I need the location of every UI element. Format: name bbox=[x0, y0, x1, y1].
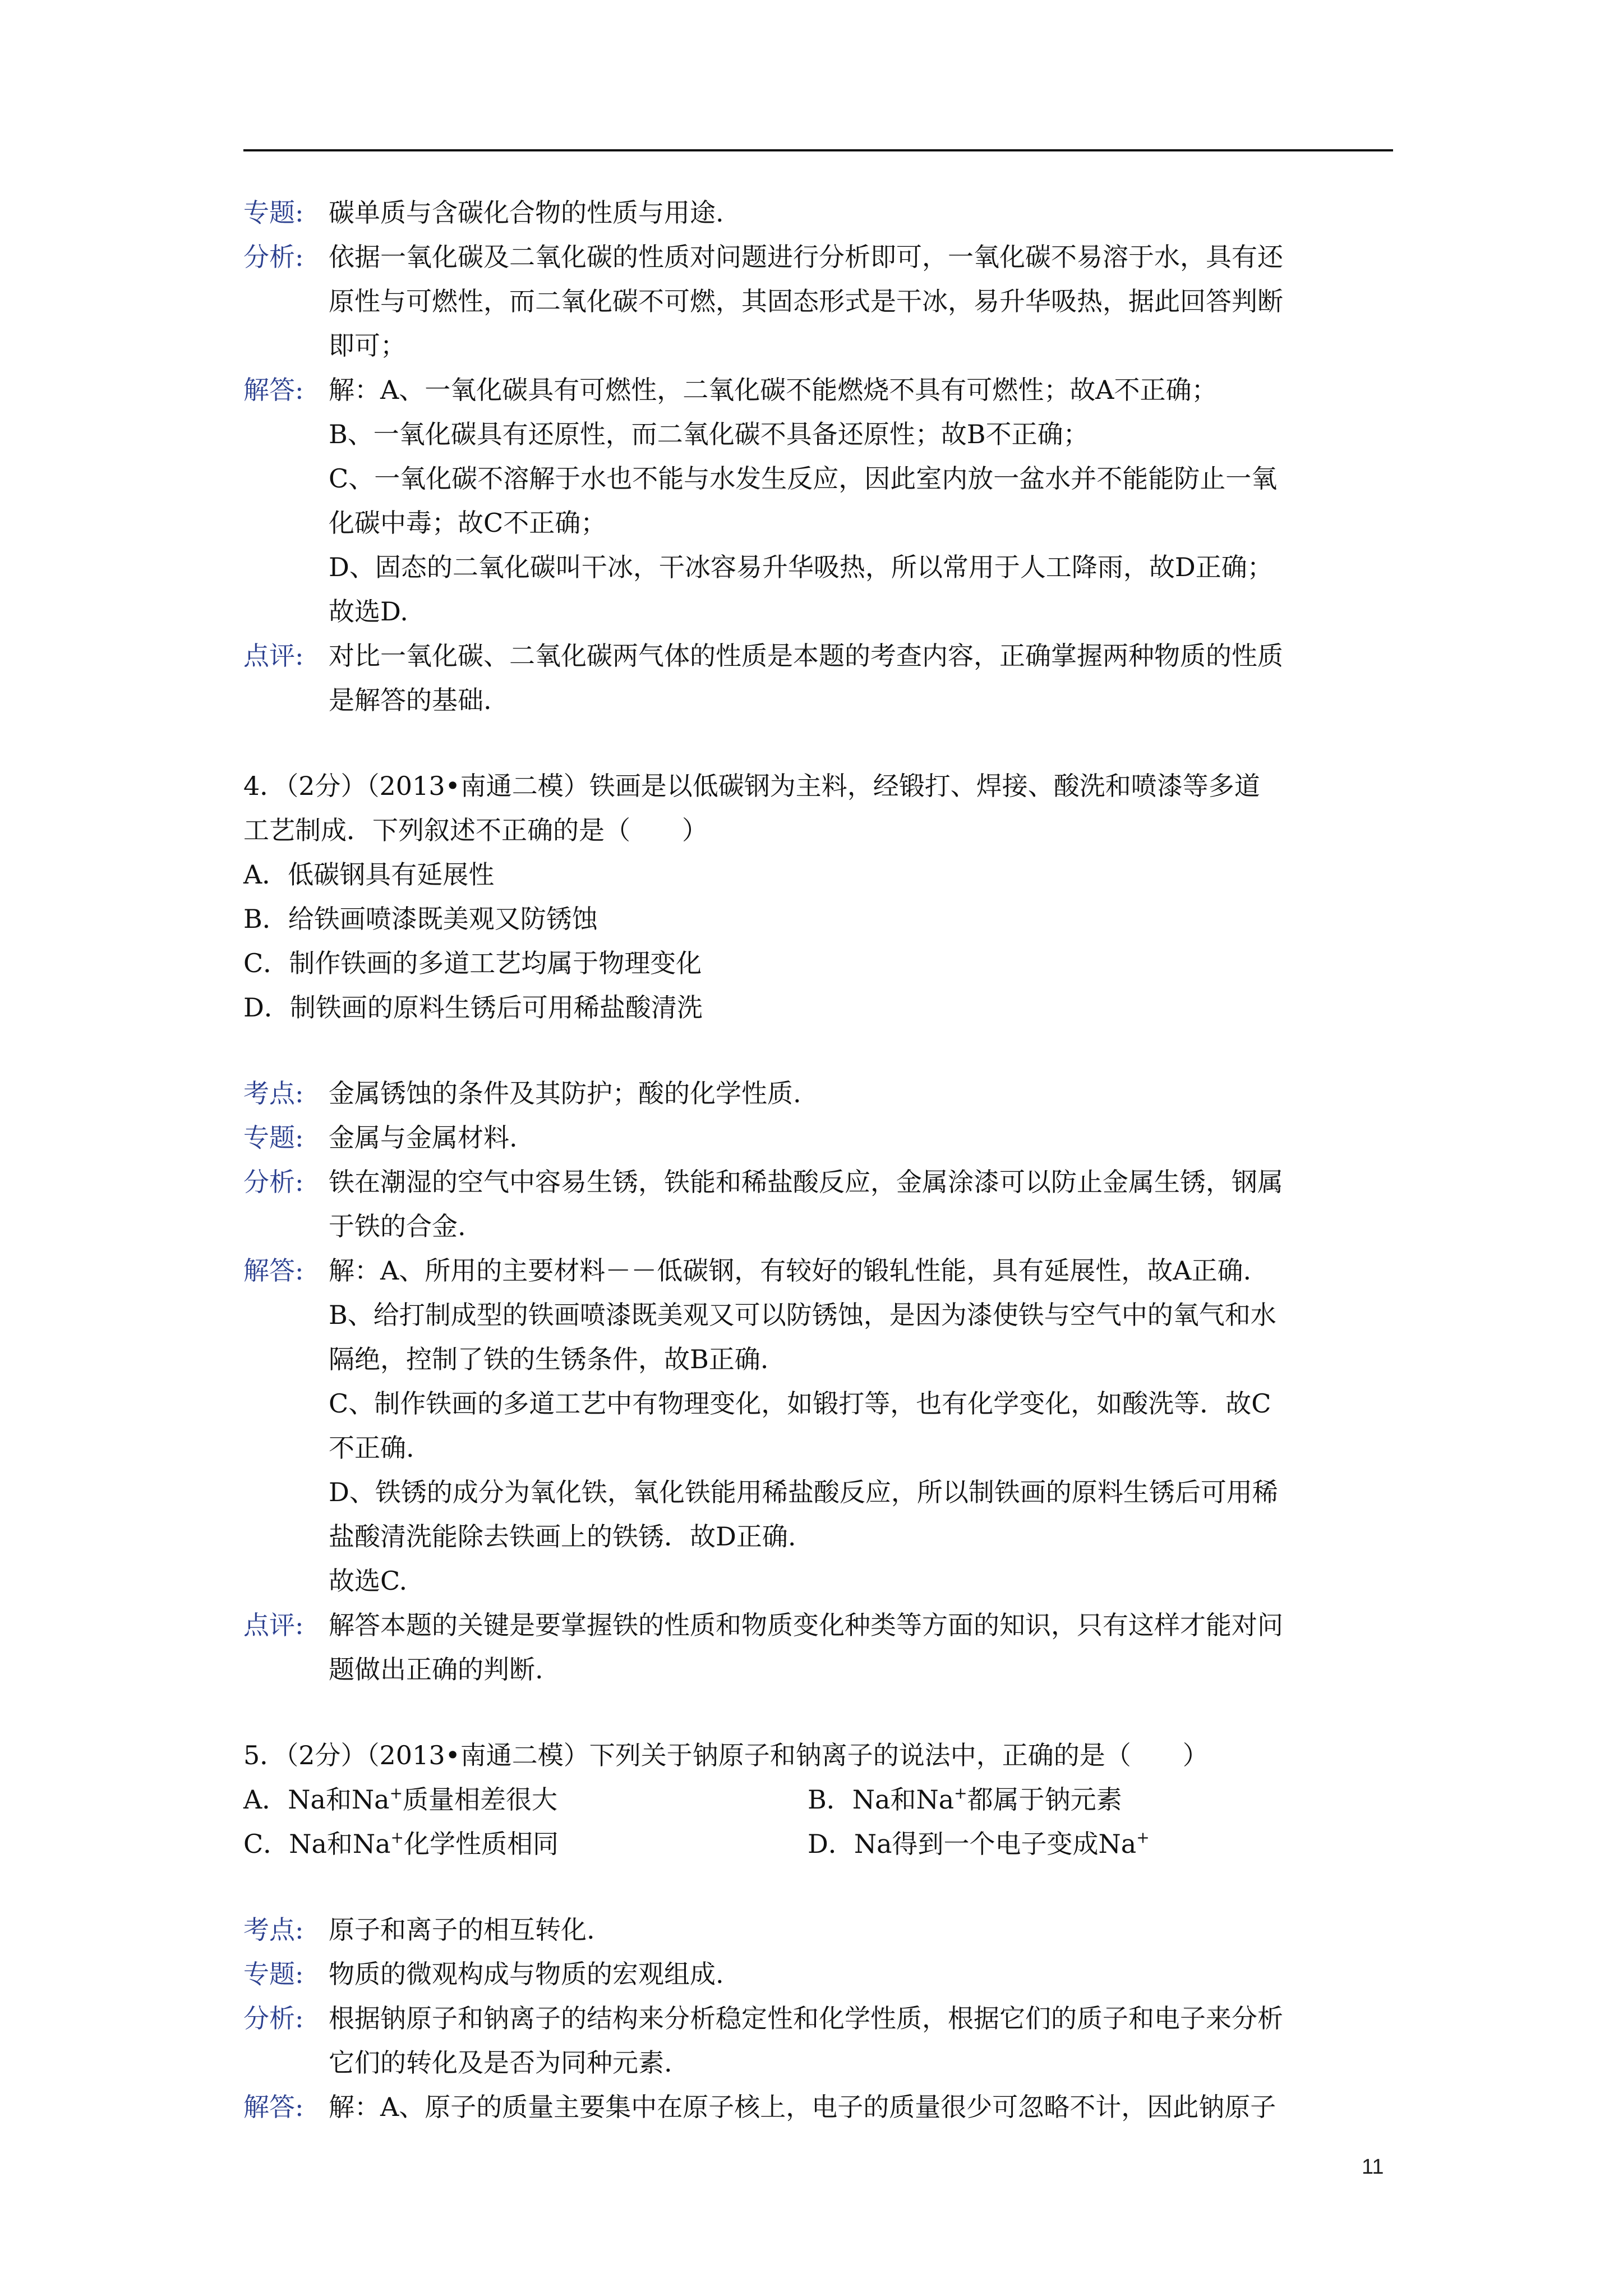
dianping-line: 是解答的基础. bbox=[329, 685, 492, 715]
zhuanti-label: 专题: bbox=[243, 1959, 304, 1989]
q4-option-c: C．制作铁画的多道工艺均属于物理变化 bbox=[243, 948, 702, 978]
fenxi-label: 分析: bbox=[243, 1167, 304, 1197]
kaodian-label: 考点: bbox=[243, 1915, 304, 1945]
question-5 bbox=[243, 1733, 1410, 1866]
q3-fenxi bbox=[243, 235, 1410, 368]
q4-stem-line: 工艺制成．下列叙述不正确的是（ ） bbox=[243, 815, 708, 845]
q4-solution bbox=[243, 1071, 1410, 1692]
fenxi-line: 即可； bbox=[329, 330, 406, 361]
q5-jieda bbox=[243, 2085, 1410, 2129]
q4-fenxi bbox=[243, 1160, 1410, 1249]
q3-jieda-continued bbox=[243, 412, 1410, 634]
q4-option-a: A．低碳钢具有延展性 bbox=[243, 859, 495, 890]
header-rule bbox=[243, 149, 1393, 151]
kaodian-text: 金属锈蚀的条件及其防护；酸的化学性质. bbox=[329, 1078, 801, 1108]
plus-superscript: + bbox=[390, 1828, 404, 1847]
q3-dianping bbox=[243, 634, 1410, 723]
dianping-line: 题做出正确的判断. bbox=[329, 1654, 543, 1685]
q5-option-c: C．Na和Na+化学性质相同 bbox=[243, 1828, 559, 1859]
q5-zhuanti bbox=[243, 1952, 1410, 1996]
q5-option-b: B．Na和Na+都属于钠元素 bbox=[808, 1784, 1122, 1815]
kaodian-text: 原子和离子的相互转化. bbox=[329, 1915, 595, 1945]
jieda-line: B、给打制成型的铁画喷漆既美观又可以防锈蚀，是因为漆使铁与空气中的氧气和水 bbox=[329, 1300, 1276, 1330]
jieda-line: 不正确. bbox=[329, 1433, 414, 1463]
q4-kaodian bbox=[243, 1071, 1410, 1116]
jieda-line: 化碳中毒；故C不正确； bbox=[329, 508, 607, 538]
q5-solution bbox=[243, 1908, 1410, 2129]
fenxi-label: 分析: bbox=[243, 242, 304, 272]
zhuanti-label: 专题: bbox=[243, 197, 304, 228]
q5-option-d: D．Na得到一个电子变成Na+ bbox=[808, 1828, 1150, 1859]
jieda-line: C、制作铁画的多道工艺中有物理变化，如锻打等，也有化学变化，如酸洗等．故C bbox=[329, 1388, 1271, 1419]
question-4 bbox=[243, 764, 1410, 1030]
jieda-line: 解：A、所用的主要材料－－低碳钢，有较好的锻轧性能，具有延展性，故A正确. bbox=[329, 1255, 1252, 1286]
fenxi-line: 根据钠原子和钠离子的结构来分析稳定性和化学性质，根据它们的质子和电子来分析 bbox=[329, 2003, 1283, 2033]
fenxi-line: 它们的转化及是否为同种元素. bbox=[329, 2047, 672, 2078]
jieda-label: 解答: bbox=[243, 2092, 304, 2122]
q3-solution bbox=[243, 191, 1410, 723]
plus-superscript: + bbox=[954, 1784, 967, 1802]
jieda-line: C、一氧化碳不溶解于水也不能与水发生反应，因此室内放一盆水并不能能防止一氧 bbox=[329, 463, 1278, 494]
jieda-line: D、固态的二氧化碳叫干冰，干冰容易升华吸热，所以常用于人工降雨，故D正确； bbox=[329, 552, 1273, 582]
zhuanti-text: 金属与金属材料. bbox=[329, 1122, 518, 1153]
plus-superscript: + bbox=[1136, 1828, 1150, 1847]
jieda-line: 解：A、一氧化碳具有可燃性，二氧化碳不能燃烧不具有可燃性；故A不正确； bbox=[329, 375, 1218, 405]
q5-options bbox=[243, 1778, 1410, 1866]
page-number: 11 bbox=[1362, 2155, 1384, 2179]
q5-stem: 5．（2分）（2013•南通二模）下列关于钠原子和钠离子的说法中，正确的是（ ） bbox=[243, 1740, 1209, 1770]
q4-jieda bbox=[243, 1249, 1410, 1293]
q4-option-d: D．制铁画的原料生锈后可用稀盐酸清洗 bbox=[243, 992, 703, 1023]
dianping-line: 解答本题的关键是要掌握铁的性质和物质变化种类等方面的知识，只有这样才能对问 bbox=[329, 1610, 1283, 1640]
zhuanti-text: 物质的微观构成与物质的宏观组成. bbox=[329, 1959, 724, 1989]
dianping-label: 点评: bbox=[243, 1610, 304, 1640]
q5-option-a: A．Na和Na+质量相差很大 bbox=[243, 1784, 558, 1815]
fenxi-label: 分析: bbox=[243, 2003, 304, 2033]
q4-dianping bbox=[243, 1603, 1410, 1692]
dianping-label: 点评: bbox=[243, 641, 304, 671]
page-content bbox=[243, 191, 1410, 2129]
fenxi-line: 铁在潮湿的空气中容易生锈，铁能和稀盐酸反应，金属涂漆可以防止金属生锈，钢属 bbox=[329, 1167, 1283, 1197]
jieda-label: 解答: bbox=[243, 1255, 304, 1286]
jieda-line: 故选C. bbox=[329, 1566, 408, 1596]
fenxi-line: 于铁的合金. bbox=[329, 1211, 466, 1241]
zhuanti-text: 碳单质与含碳化合物的性质与用途. bbox=[329, 197, 724, 228]
jieda-line: D、铁锈的成分为氧化铁，氧化铁能用稀盐酸反应，所以制铁画的原料生锈后可用稀 bbox=[329, 1477, 1278, 1507]
zhuanti-label: 专题: bbox=[243, 1122, 304, 1153]
jieda-line: 盐酸清洗能除去铁画上的铁锈．故D正确. bbox=[329, 1521, 796, 1552]
q4-stem-line: 4．（2分）（2013•南通二模）铁画是以低碳钢为主料，经锻打、焊接、酸洗和喷漆等多道 bbox=[243, 771, 1260, 801]
plus-superscript: + bbox=[389, 1784, 403, 1802]
q3-jieda bbox=[243, 368, 1410, 412]
kaodian-label: 考点: bbox=[243, 1078, 304, 1108]
q4-jieda-continued bbox=[243, 1293, 1410, 1603]
q4-zhuanti bbox=[243, 1116, 1410, 1160]
q5-kaodian bbox=[243, 1908, 1410, 1952]
dianping-line: 对比一氧化碳、二氧化碳两气体的性质是本题的考查内容，正确掌握两种物质的性质 bbox=[329, 641, 1283, 671]
fenxi-line: 依据一氧化碳及二氧化碳的性质对问题进行分析即可，一氧化碳不易溶于水，具有还 bbox=[329, 242, 1283, 272]
q3-zhuanti bbox=[243, 191, 1410, 235]
fenxi-line: 原性与可燃性，而二氧化碳不可燃，其固态形式是干冰，易升华吸热，据此回答判断 bbox=[329, 286, 1283, 316]
jieda-line: 解：A、原子的质量主要集中在原子核上，电子的质量很少可忽略不计，因此钠原子 bbox=[329, 2092, 1276, 2122]
q4-stem bbox=[243, 764, 1410, 853]
jieda-line: 隔绝，控制了铁的生锈条件，故B正确. bbox=[329, 1344, 769, 1374]
jieda-label: 解答: bbox=[243, 375, 304, 405]
jieda-line: 故选D. bbox=[329, 596, 408, 627]
q5-fenxi bbox=[243, 1996, 1410, 2085]
q4-option-b: B．给铁画喷漆既美观又防锈蚀 bbox=[243, 904, 598, 934]
jieda-line: B、一氧化碳具有还原性，而二氧化碳不具备还原性；故B不正确； bbox=[329, 419, 1089, 449]
